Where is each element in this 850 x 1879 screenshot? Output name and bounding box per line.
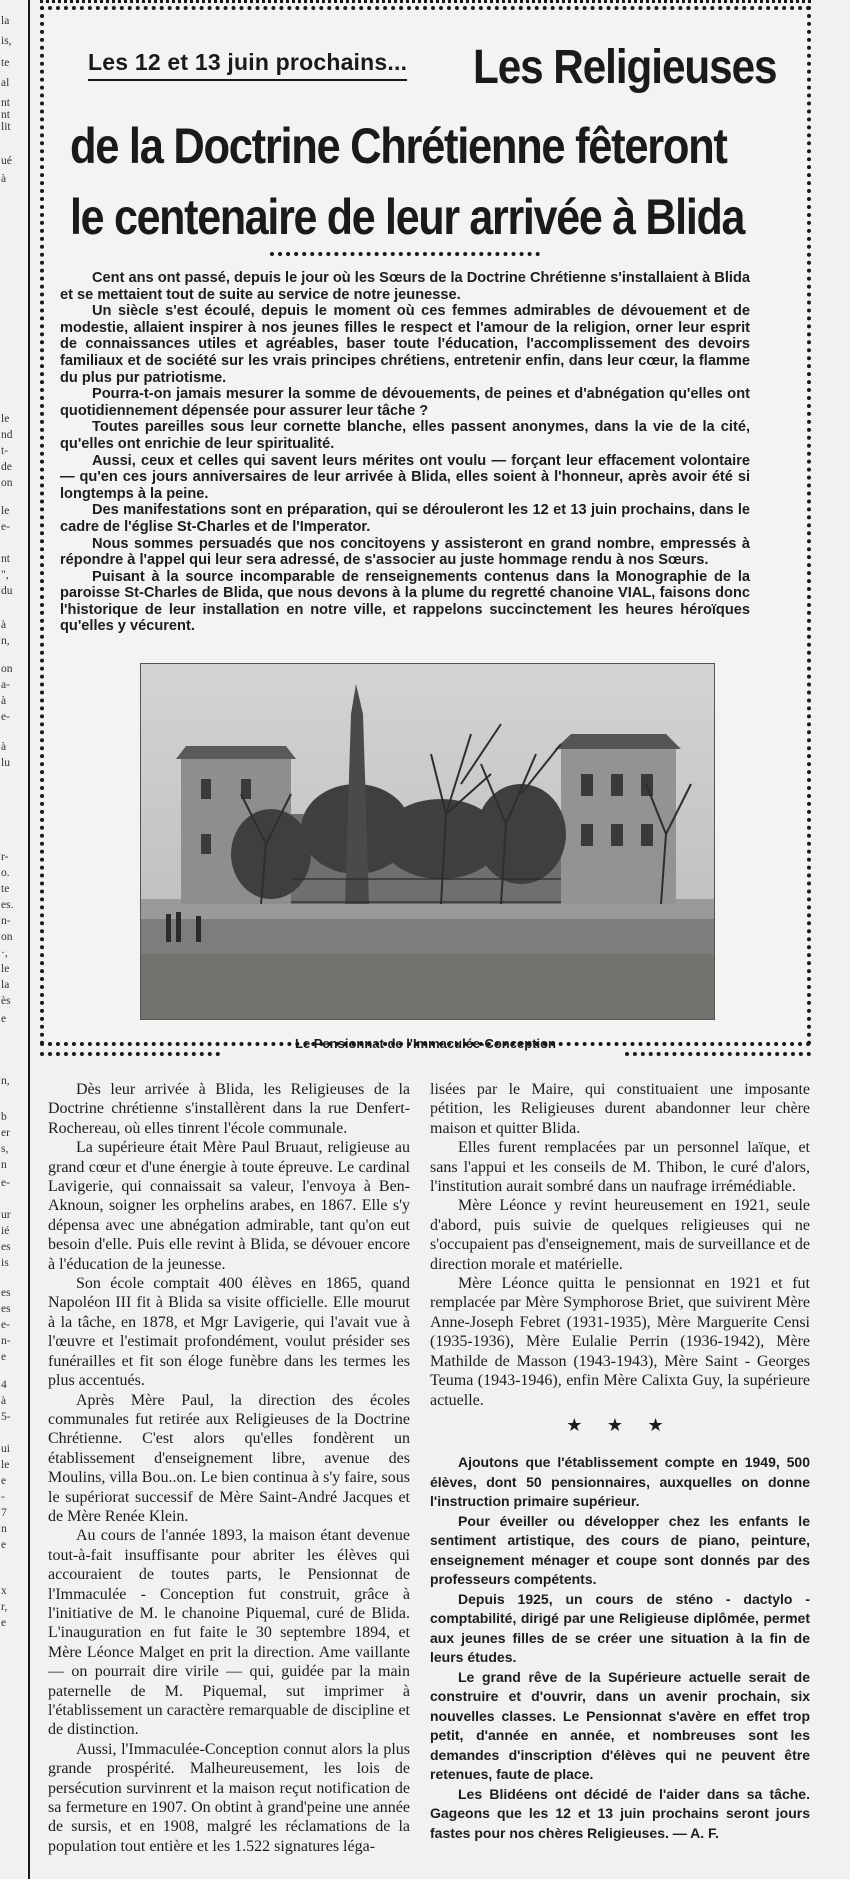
margin-fragment: le: [1, 1459, 10, 1471]
margin-fragment: le: [1, 963, 10, 975]
margin-fragment: n: [1, 1159, 7, 1171]
bold-paragraph: Depuis 1925, un cours de sténo - dactylo - comptabilité, dirigé par une Religieuse diplômée, permet aux jeunes filles de se créer une situation à la fin de leurs études.: [430, 1590, 810, 1666]
body-paragraph: Mère Léonce y revint heureusement en 1921, seule d'abord, puis suivie de quelques religieuses qui ne s'occupaient pas d'enseignement, mais de surveillance et de direction morale et matérielle.: [430, 1197, 810, 1273]
margin-fragment: le: [1, 413, 10, 425]
caption-dots-left: [40, 1052, 220, 1056]
body-paragraph: Aussi, l'Immaculée-Conception connut alors la plus grande prospérité. Malheureusement, les lois de persécution survinrent et la maison reçut notification de sa fermeture en 1907. On obtint à grand'peine une année de sursis, et en 1908, malgré les réclamations de la population tout entière et les 1.522 signatures léga-: [48, 1740, 410, 1855]
margin-fragment: e: [1, 1013, 7, 1025]
body-paragraph: Elles furent remplacées par un personnel laïque, et sans l'appui et les conseils de M. Thibon, le curé d'alors, l'institution aurait sombré dans un naufrage irrémédiable.: [430, 1139, 810, 1196]
intro-paragraph: Des manifestations sont en préparation, qui se dérouleront les 12 et 13 juin prochains, dans le cadre de l'église St-Charles et de l'Imperator.: [60, 502, 750, 535]
photo-illustration: [141, 664, 714, 1019]
bold-paragraph: Pour éveiller ou développer chez les enfants le sentiment artistique, des cours de piano, peinture, enseignement ménager et coupe sont donnés par des professeurs compétents.: [430, 1512, 810, 1588]
margin-fragment: on: [1, 477, 13, 489]
intro-paragraph: Aussi, ceux et celles qui savent leurs mérites ont voulu — forçant leur effacement volontaire — qu'en ces jours anniversaires de leur arrivée à Blida, elles soient à l'honneur, après avoir été si longtemps à la peine.: [60, 452, 750, 502]
margin-fragment: e: [1, 1475, 7, 1487]
margin-fragment: 5-: [1, 1411, 11, 1423]
margin-fragment: is: [1, 1257, 9, 1269]
margin-fragment: ès: [1, 995, 11, 1007]
body-paragraph: Mère Léonce quitta le pensionnat en 1921 et fut remplacée par Mère Symphorose Briet, que suivirent Mère Anne-Joseph Febret (1931-1935), Mère Marguerite Censi (1935-1936), Mère Eulalie Perrin (1936-1942), Mère Mathilde de Masson (1943-1943), Mère Saint - Georges Teuma (1943-1946), enfin Mère Calixta Guy, la supérieure actuelle.: [430, 1275, 810, 1409]
section-stars: ★ ★ ★: [566, 1414, 674, 1435]
margin-fragment: e-: [1, 1177, 10, 1189]
margin-fragment: r-: [1, 851, 9, 863]
margin-fragment: n: [1, 1523, 7, 1535]
margin-fragment: la: [1, 979, 10, 991]
margin-fragment: n,: [1, 1075, 10, 1087]
margin-fragment: te: [1, 57, 10, 69]
body-right-column: [430, 1080, 810, 1843]
margin-fragment: te: [1, 883, 10, 895]
margin-fragment: ué: [1, 155, 12, 167]
body-paragraph: Après Mère Paul, la direction des écoles communales fut retirée aux Religieuses de la Doctrine Chrétienne. C'est alors qu'elles fondèrent un établissement d'enseignement libre, avenue des Moulins, villa Bou..on. Le bien continua à s'y faire, sous le supériorat successif de Mère Saint-André Jacques et de Mère Renée Klein.: [48, 1391, 410, 1525]
headline-line-1: Les Religieuses: [473, 41, 777, 94]
body-paragraph: La supérieure était Mère Paul Bruaut, religieuse au grand cœur et d'une énergie à toute épreuve. Le cardinal Lavigerie, qui connaissait sa valeur, l'envoya à Ben-Aknoun, soigner les orphelins arabes, en 1867. Elle s'y dépensa avec une abnégation admirable, tant qu'on eut besoin d'elle. Puis elle revint à Blida, se dévouer encore à l'éducation de la jeunesse.: [48, 1139, 410, 1273]
margin-fragment: à: [1, 619, 7, 631]
column-rule: [28, 0, 30, 1879]
margin-fragment: à: [1, 741, 7, 753]
margin-fragment: b: [1, 1111, 7, 1123]
margin-fragment: la: [1, 15, 10, 27]
margin-fragment: es.: [1, 899, 14, 911]
pensionnat-photo: [140, 663, 715, 1020]
margin-fragment: e-: [1, 521, 10, 533]
margin-fragment: de: [1, 461, 12, 473]
adjacent-column-fragments: [0, 0, 25, 1879]
margin-fragment: al: [1, 77, 10, 89]
margin-fragment: nt: [1, 97, 10, 109]
intro-paragraph: Toutes pareilles sous leur cornette blanche, elles passent anonymes, dans la vie de la cité, qu'elles ont enrichie de leur spiritualité.: [60, 419, 750, 452]
margin-fragment: -: [1, 1491, 5, 1503]
body-paragraph: Au cours de l'année 1893, la maison étant devenue tout-à-fait insuffisante pour abriter les élèves qui accouraient de toutes parts, le Pensionnat de l'Immaculée - Conception fut construit, grâce à l'initiative de M. le chanoine Piquemal, curé de Blida. L'inauguration en fut faite le 30 septembre 1894, et Mère Léonce Malget en prit la direction. Ame vaillante — on pourrait dire virile — qui, guidée par la main paternelle de M. Piquemal, sut imprimer à l'établissement un caractère remarquable de discipline et de distinction.: [48, 1527, 410, 1739]
bold-paragraph: Les Blidéens ont décidé de l'aider dans sa tâche. Gageons que les 12 et 13 juin prochains seront jours fastes pour nos chères Religieuses. — A. F.: [430, 1785, 810, 1841]
intro-text: [60, 270, 750, 635]
margin-fragment: lit: [1, 121, 11, 133]
margin-fragment: du: [1, 585, 13, 597]
body-left-column: [48, 1080, 410, 1856]
bold-paragraph: Le grand rêve de la Supérieure actuelle serait de construire et d'ouvrir, dans un avenir prochain, six nouvelles classes. Le Pensionnat s'avère en effet trop petit, d'année en année, et nombreuses sont les demandes d'inscription d'élèves qui ne peuvent être retenues, faute de place.: [430, 1668, 810, 1783]
margin-fragment: o.: [1, 867, 10, 879]
margin-fragment: on: [1, 663, 13, 675]
intro-paragraph: Un siècle s'est écoulé, depuis le moment où ces femmes admirables de dévouement et de modestie, allaient inspirer à nos jeunes filles le respect et l'amour de la religion, orner leur esprit de connaissances utiles et agréables, baser toute l'éducation, l'accomplissement des devoirs familiaux et de société sur les vrais principes chrétiens, entretenir enfin, dans leur cœur, la flamme du plus pur patriotisme.: [60, 303, 750, 386]
margin-fragment: n,: [1, 635, 10, 647]
margin-fragment: e: [1, 1617, 7, 1629]
margin-fragment: es: [1, 1303, 11, 1315]
margin-fragment: r,: [1, 1601, 8, 1613]
margin-fragment: s,: [1, 1143, 9, 1155]
margin-fragment: n-: [1, 915, 11, 927]
body-paragraph: lisées par le Maire, qui constituaient une imposante pétition, les Religieuses durent abandonner leur chère maison et quitter Blida.: [430, 1081, 810, 1137]
margin-fragment: nt: [1, 109, 10, 121]
intro-paragraph: Puisant à la source incomparable de renseignements contenus dans la Monographie de la paroisse St-Charles de Blida, que nous devons à la plume du regretté chanoine VIAL, faisons donc l'historique de leur installation en notre ville, et rappelons succinctement les heures héroïques qu'elles y vécurent.: [60, 568, 750, 635]
photo-caption: Le Pensionnat de l'Immaculée-Conception: [295, 1036, 556, 1051]
margin-fragment: nd: [1, 429, 13, 441]
margin-fragment: à: [1, 173, 7, 185]
margin-fragment: ié: [1, 1225, 10, 1237]
intro-paragraph: Nous sommes persuadés que nos concitoyens y assisteront en grand nombre, empressés à répondre à l'appel qui leur sera adressé, de s'associer au juste hommage rendu à nos Sœurs.: [60, 535, 750, 569]
intro-paragraph: Pourra-t-on jamais mesurer la somme de dévouements, de peines et d'abnégation qu'elles ont quotidiennement dépensée pour assurer leur tâche ?: [60, 386, 750, 419]
margin-fragment: ur: [1, 1209, 11, 1221]
margin-fragment: a-: [1, 679, 10, 691]
body-paragraph: Son école comptait 400 élèves en 1865, quand Napoléon III fit à Blida sa visite officielle. Elle mourut à la tâche, en 1878, et Mgr Lavigerie, qui l'avait vue à l'œuvre et l'estimait profondément, voulut présider ses funérailles et fit son éloge funèbre dans les termes les plus accentués.: [48, 1275, 410, 1390]
margin-fragment: lu: [1, 757, 10, 769]
margin-fragment: e: [1, 1351, 7, 1363]
top-dotted-rule: [40, 0, 811, 3]
margin-fragment: 4: [1, 1379, 7, 1391]
margin-fragment: le: [1, 505, 10, 517]
margin-fragment: nt: [1, 553, 10, 565]
margin-fragment: à: [1, 695, 7, 707]
kicker: Les 12 et 13 juin prochains...: [88, 49, 407, 81]
margin-fragment: es: [1, 1241, 11, 1253]
margin-fragment: e: [1, 1539, 7, 1551]
margin-fragment: x: [1, 1585, 7, 1597]
headline-line-2: de la Doctrine Chrétienne fêteront: [70, 118, 727, 174]
margin-fragment: à: [1, 1395, 7, 1407]
margin-fragment: t-: [1, 445, 9, 457]
headline-separator: [270, 252, 540, 256]
margin-fragment: is,: [1, 35, 12, 47]
intro-paragraph: Cent ans ont passé, depuis le jour où les Sœurs de la Doctrine Chrétienne s'installaient à Blida et se mettaient tout de suite au service de notre jeunesse.: [60, 270, 750, 303]
margin-fragment: 7: [1, 1507, 7, 1519]
margin-fragment: es: [1, 1287, 11, 1299]
margin-fragment: n-: [1, 1335, 11, 1347]
margin-fragment: ",: [1, 569, 9, 581]
headline-line-3: le centenaire de leur arrivée à Blida: [70, 189, 745, 245]
caption-dots-right: [625, 1052, 811, 1056]
margin-fragment: e-: [1, 711, 10, 723]
bold-paragraph: Ajoutons que l'établissement compte en 1949, 500 élèves, dont 50 pensionnaires, auxquelles on donne l'instruction primaire supérieur.: [430, 1454, 810, 1510]
margin-fragment: on: [1, 931, 13, 943]
margin-fragment: e-: [1, 1319, 10, 1331]
body-paragraph: Dès leur arrivée à Blida, les Religieuses de la Doctrine chrétienne s'installèrent dans la rue Denfert-Rochereau, où elles tinrent l'école communale.: [48, 1081, 410, 1137]
margin-fragment: ·,: [1, 947, 8, 959]
margin-fragment: er: [1, 1127, 10, 1139]
margin-fragment: ui: [1, 1443, 10, 1455]
